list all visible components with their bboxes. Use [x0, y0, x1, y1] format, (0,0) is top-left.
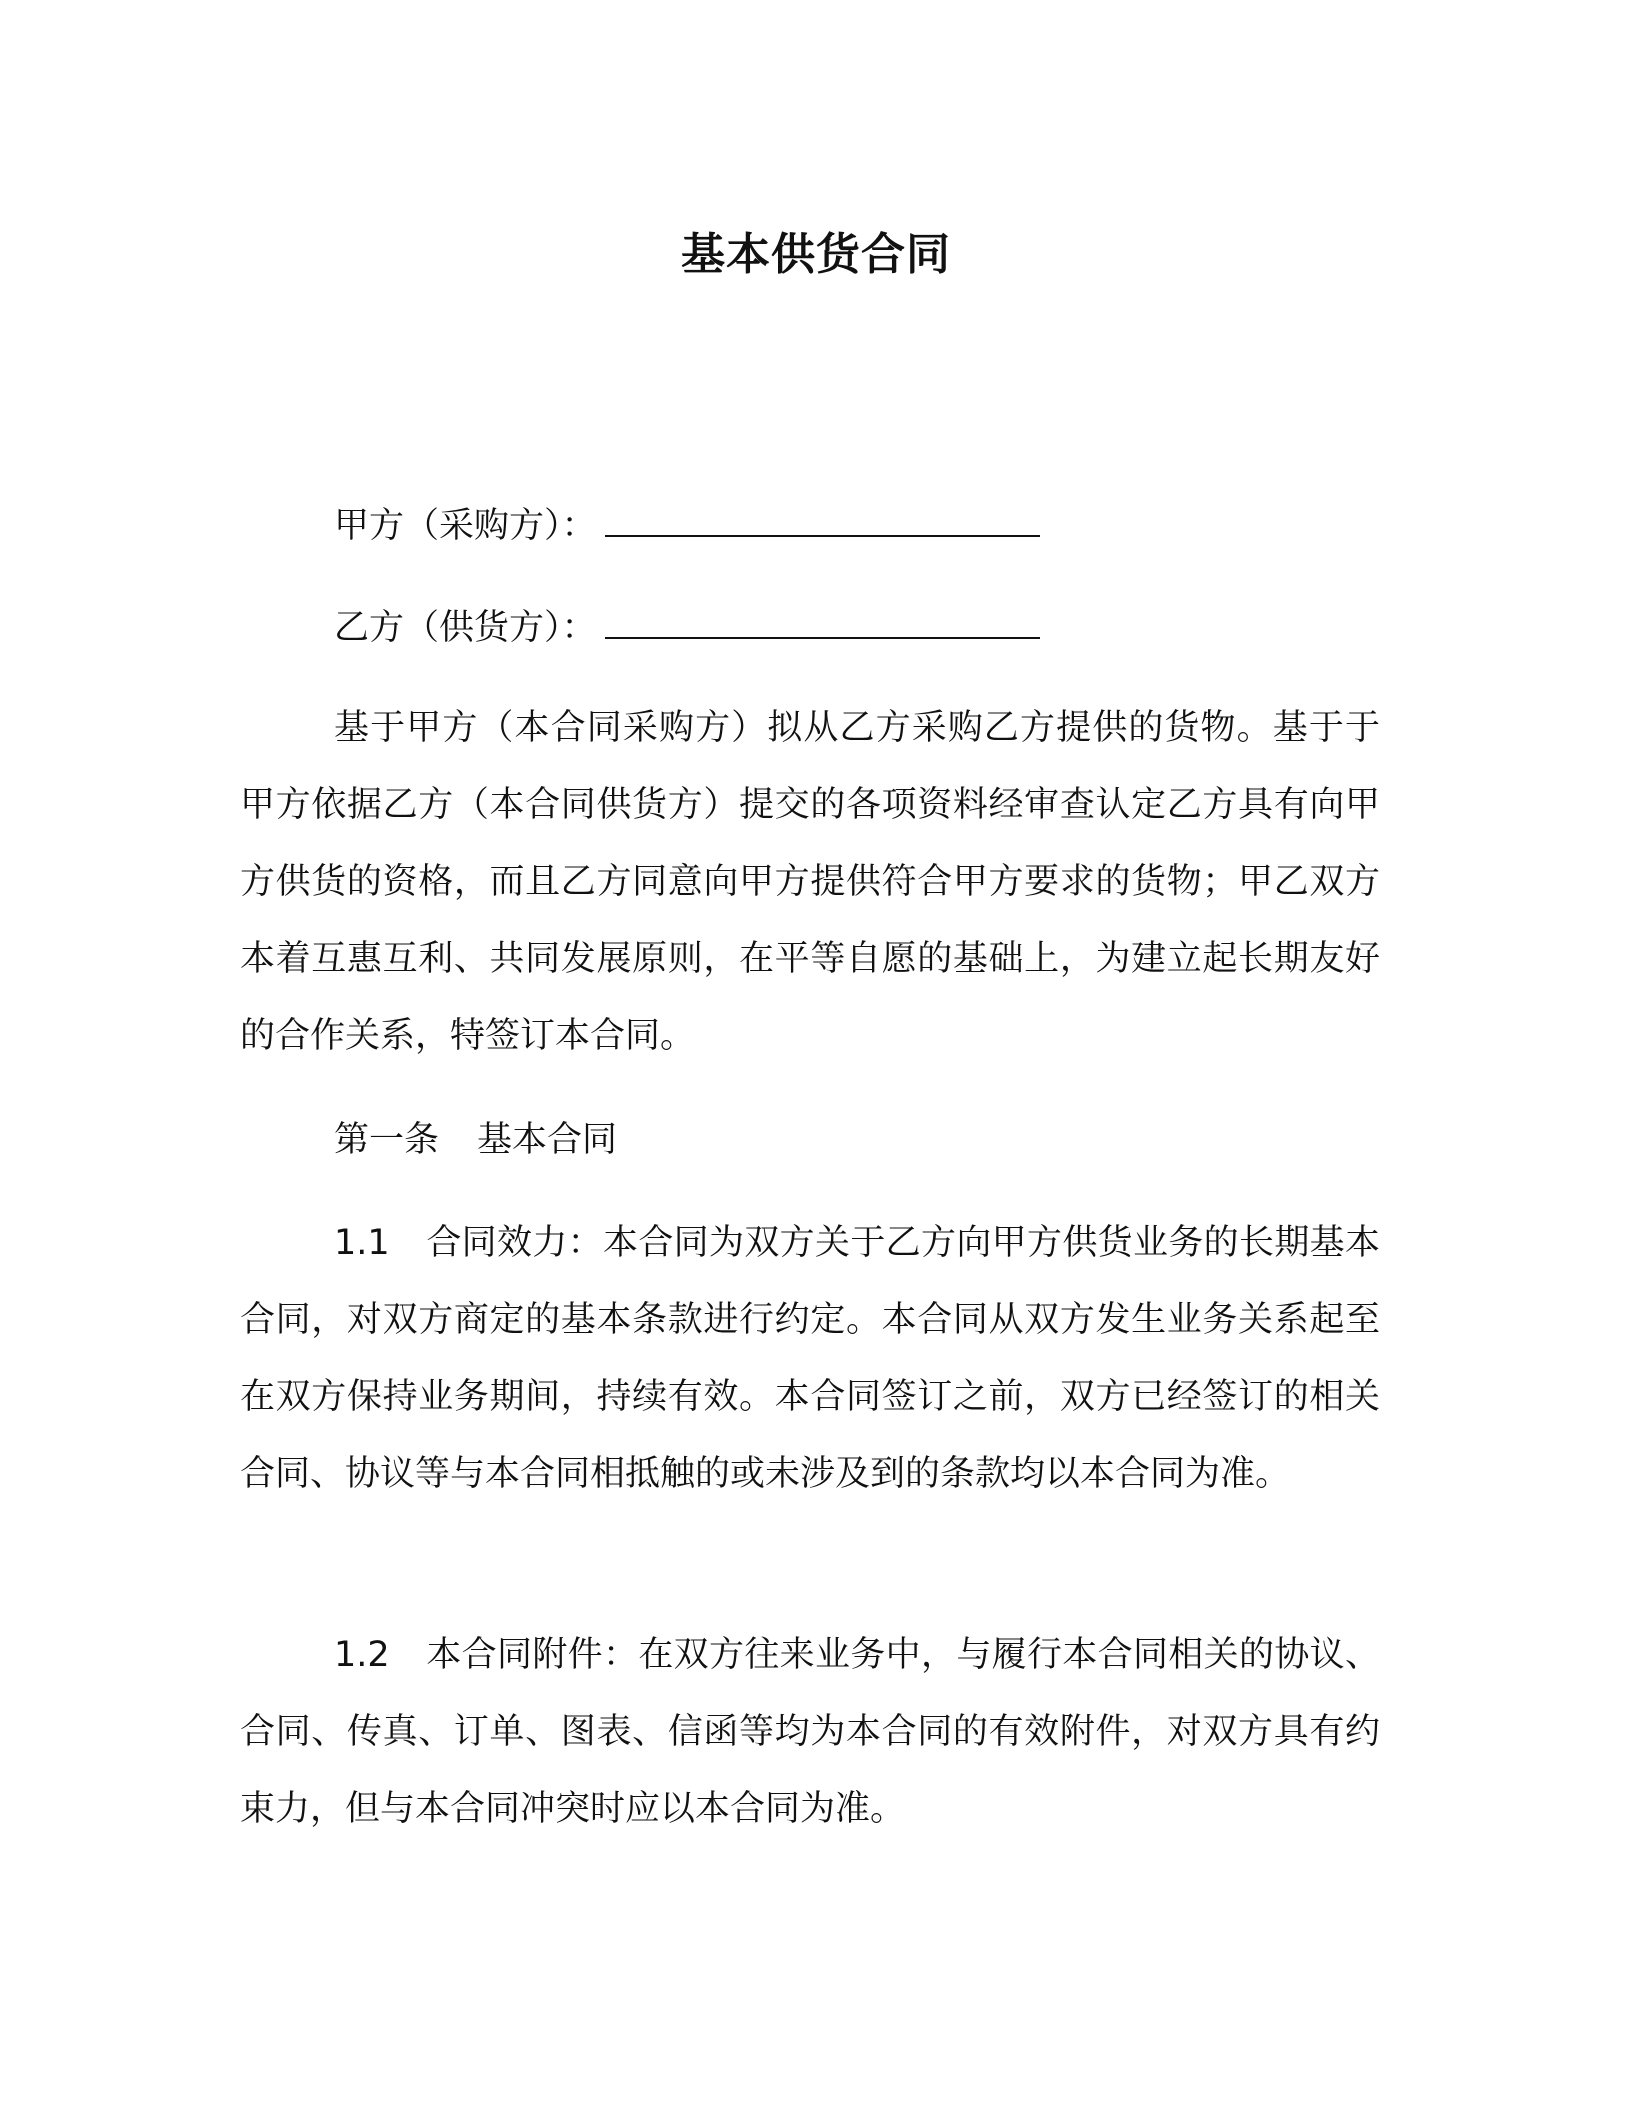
clause-1-1-number: 1.1: [334, 1223, 390, 1263]
party-a-label: 甲方（采购方）：: [334, 506, 597, 546]
article-1-title: 基本合同: [477, 1120, 618, 1160]
party-b-label: 乙方（供货方）：: [334, 608, 597, 648]
article-1-heading: [334, 1112, 617, 1162]
party-b-blank: [605, 609, 1040, 639]
intro-paragraph: 基于甲方（本合同采购方）拟从乙方采购乙方提供的货物。基于于甲方依据乙方（本合同供货方）提交的各项资料经审查认定乙方具有向甲方供货的资格，而且乙方同意向甲方提供符合甲方要求的货物；甲乙双方本着互惠互利、共同发展原则，在平等自愿的基础上，为建立起长期友好的合作关系，特签订本合同。: [240, 708, 1380, 1056]
article-1-number: 第一条: [334, 1120, 440, 1160]
clause-1-2-text: 本合同附件：在双方往来业务中，与履行本合同相关的协议、合同、传真、订单、图表、信函等均为本合同的有效附件，对双方具有约束力，但与本合同冲突时应以本合同为准。: [240, 1635, 1380, 1829]
document-title: 基本供货合同: [681, 229, 951, 280]
party-b-line: [334, 600, 1040, 650]
clause-1-2: [240, 1617, 1380, 1848]
clause-1-1: [240, 1205, 1380, 1513]
clause-1-2-number: 1.2: [334, 1635, 390, 1675]
clause-1-1-text: 合同效力：本合同为双方关于乙方向甲方供货业务的长期基本合同，对双方商定的基本条款进行约定。本合同从双方发生业务关系起至在双方保持业务期间，持续有效。本合同签订之前，双方已经签订的相关合同、协议等与本合同相抵触的或未涉及到的条款均以本合同为准。: [240, 1223, 1380, 1494]
party-a-blank: [605, 507, 1040, 537]
party-a-line: [334, 498, 1040, 548]
